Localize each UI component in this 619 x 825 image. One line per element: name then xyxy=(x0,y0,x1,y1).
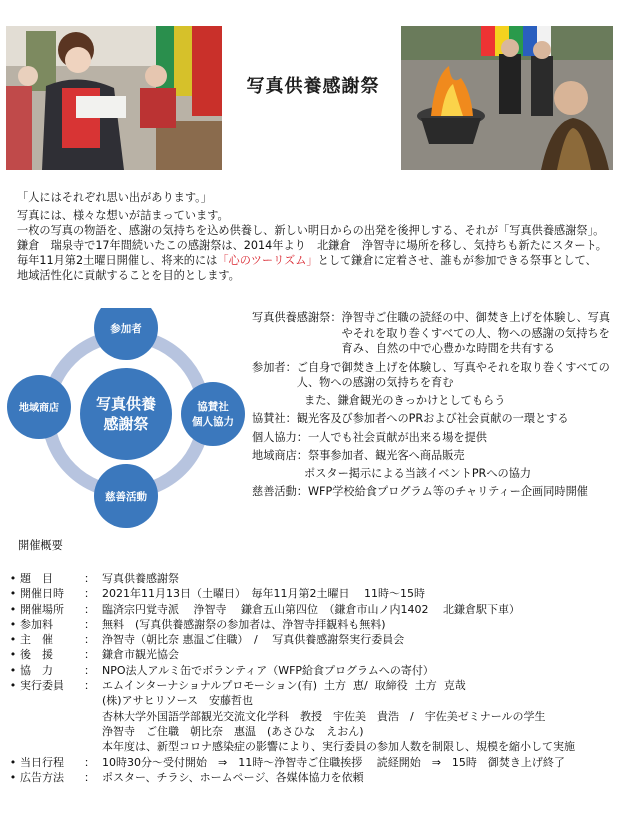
right-label-1: 協賛社 xyxy=(197,401,229,413)
overview-row xyxy=(6,647,614,662)
overview-key: 参加料 xyxy=(20,617,53,631)
role-key: 地域商店： xyxy=(252,449,308,462)
volunteers-photo xyxy=(6,26,222,170)
overview-value: NPO法人アルミ缶でボランティア（WFP給食プログラムへの寄付） xyxy=(102,663,434,677)
role-item xyxy=(252,430,614,446)
bullet-icon: • xyxy=(9,617,17,631)
overview-value: 無料 (写真供養感謝祭の参加者は、浄智寺拝観料も無料) xyxy=(102,617,386,631)
committee-member: 浄智寺 ご住職 朝比奈 惠温 (あさひな えおん) xyxy=(102,724,364,738)
overview-value: 写真供養感謝祭 xyxy=(102,572,179,585)
role-key: 写真供養感謝祭： xyxy=(252,311,342,324)
colon: ： xyxy=(84,587,95,601)
role-value: 観光客及び参加者へのPRおよび社会貢献の一環とする xyxy=(296,412,569,425)
bottom-label: 慈善活動 xyxy=(105,491,147,503)
colon: ： xyxy=(84,648,95,662)
bullet-icon: • xyxy=(9,679,17,693)
role-item xyxy=(252,360,614,391)
intro-quote: 「人にはそれぞれ思い出があります。」 xyxy=(17,191,212,204)
intro-paragraph xyxy=(17,223,607,283)
colon: ： xyxy=(84,663,95,677)
intro-body: 一枚の写真の物語を、感謝の気持ちを込め供養し、新しい明日からの出発を後押しする、それが「写真供養感謝祭」。鎌倉 瑞泉寺で17年間続いたこの感謝祭は、2014年より 北鎌倉 浄智寺に場所を移し、気持ちも新たにスタート。毎年11月第2土曜日開催し、将来的には xyxy=(17,224,607,267)
role-key: 参加者： xyxy=(252,360,297,374)
ceremony-fire-photo xyxy=(401,26,613,170)
bullet-icon: • xyxy=(9,602,17,616)
overview-row xyxy=(6,617,614,632)
committee-note: 本年度は、新型コロナ感染症の影響により、実行委員の参加人数を制限し、規模を縮小して実施 xyxy=(102,740,575,754)
role-extra: また、鎌倉観光のきっかけとしてもらう xyxy=(304,393,506,407)
overview-value: エムインターナショナルプロモーション(有) 土方 恵/ 取締役 土方 克哉 xyxy=(102,679,466,693)
intro-highlight: 「心のツーリズム」 xyxy=(217,254,318,267)
colon: ： xyxy=(84,633,95,647)
colon: ： xyxy=(84,617,95,631)
overview-key: 開催場所 xyxy=(20,602,64,616)
colon: ： xyxy=(84,755,95,769)
overview-row xyxy=(6,632,614,647)
colon: ： xyxy=(84,679,95,693)
overview-key: 題 目 xyxy=(20,572,53,585)
right-node xyxy=(181,382,245,446)
colon: ： xyxy=(84,572,95,585)
overview-value: 10時30分～受付開始 ⇒ 11時～浄智寺ご住職挨拶 読経開始 ⇒ 15時 御焚き上げ終了 xyxy=(102,755,565,769)
overview-row xyxy=(6,663,614,678)
bullet-icon: • xyxy=(9,633,17,647)
overview-key: 実行委員 xyxy=(20,679,64,693)
role-key: 協賛社： xyxy=(252,412,297,425)
overview-row xyxy=(6,678,614,693)
role-item xyxy=(252,411,614,427)
bullet-icon: • xyxy=(9,587,17,601)
center-label-2: 感謝祭 xyxy=(103,415,149,433)
page-title: 写真供養感謝祭 xyxy=(246,76,380,97)
overview-key: 後 援 xyxy=(20,648,53,662)
bullet-icon: • xyxy=(9,770,17,784)
left-label: 地域商店 xyxy=(19,403,59,414)
overview-list xyxy=(6,571,614,785)
overview-row xyxy=(6,755,614,770)
overview-key: 当日行程 xyxy=(20,755,64,769)
overview-value: 臨済宗円覚寺派 浄智寺 鎌倉五山第四位 （鎌倉市山ノ内1402 北鎌倉駅下車） xyxy=(102,602,520,616)
bullet-icon: • xyxy=(9,648,17,662)
intro-text xyxy=(17,190,607,283)
overview-key: 主 催 xyxy=(20,633,53,647)
overview-row xyxy=(6,586,614,601)
colon: ： xyxy=(84,770,95,784)
colon: ： xyxy=(84,602,95,616)
bullet-icon: • xyxy=(9,755,17,769)
overview-value: ポスター、チラシ、ホームページ、各媒体協力を依頼 xyxy=(102,770,364,784)
center-label-1: 写真供養 xyxy=(95,395,157,413)
role-value: WFP学校給食プログラム等のチャリティー企画同時開催 xyxy=(307,485,588,498)
overview-row xyxy=(6,602,614,617)
overview-key: 協 力 xyxy=(20,663,53,677)
role-item xyxy=(252,310,614,357)
right-label-2: 個人協力 xyxy=(192,416,234,428)
roles-list xyxy=(252,310,614,503)
role-item xyxy=(252,484,614,500)
role-value: 浄智寺ご住職の読経の中、御焚き上げを体験し、写真やそれを取り巻くすべての人、物への感謝の気持ちを育み、自然の中で心豊かな時間を共有する xyxy=(341,311,611,355)
role-extra: ポスター掲示による当該イベントPRへの協力 xyxy=(304,466,532,480)
overview-row xyxy=(6,770,614,785)
role-value: 祭事参加者、観光客へ商品販売 xyxy=(307,449,465,462)
overview-key: 開催日時 xyxy=(20,587,64,601)
committee-member: (株)アサヒリソース 安藤哲也 xyxy=(102,694,254,708)
overview-value: 浄智寺（朝比奈 惠温ご住職） / 写真供養感謝祭実行委員会 xyxy=(102,633,405,647)
bullet-icon: • xyxy=(9,572,17,585)
bullet-icon: • xyxy=(9,663,17,677)
stakeholder-diagram xyxy=(6,308,250,528)
overview-heading: 開催概要 xyxy=(18,539,63,552)
role-value: 一人でも社会貢献が出来る場を提供 xyxy=(307,430,487,444)
intro-body-end: として鎌倉に定着させ、誰もが参加できる祭事として、地域活性化に貢献することを目的とします。 xyxy=(17,254,597,282)
committee-member: 杏林大学外国語学部観光交流文化学科 教授 宇佐美 貴浩 / 宇佐美ゼミナールの学生 xyxy=(102,709,546,723)
role-item xyxy=(252,448,614,464)
intro-line: 写真には、様々な想いが詰まっています。 xyxy=(17,209,229,222)
overview-value: 2021年11月13日（土曜日） 毎年11月第2土曜日 11時～15時 xyxy=(102,587,425,601)
role-key: 個人協力： xyxy=(252,430,308,444)
overview-row xyxy=(6,571,614,586)
overview-key: 広告方法 xyxy=(20,770,64,784)
center-node xyxy=(80,368,172,460)
role-value: ご自身で御焚き上げを体験し、写真やそれを取り巻くすべての人、物への感謝の気持ちを育む xyxy=(296,360,610,389)
role-key: 慈善活動： xyxy=(252,485,308,498)
overview-value: 鎌倉市観光協会 xyxy=(102,648,179,662)
top-label: 参加者 xyxy=(110,323,142,335)
